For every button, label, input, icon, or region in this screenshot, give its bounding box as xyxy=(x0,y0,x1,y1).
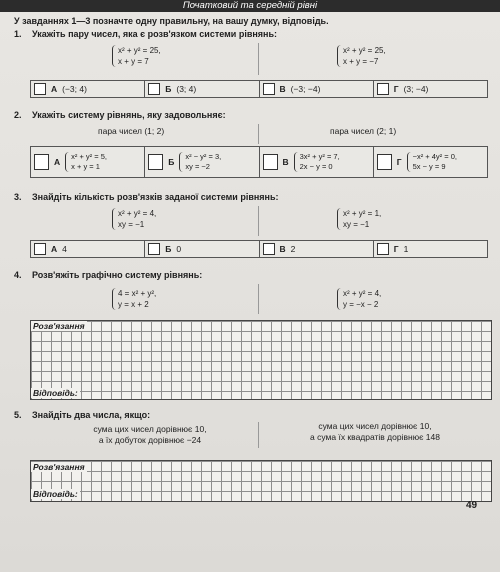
task1-right-system: x² + y² = 25, x + y = −7 xyxy=(337,45,386,67)
task2-option-d[interactable]: Г −x² + 4y² = 0, 5x − y = 9 xyxy=(373,147,487,177)
task5-left-condition: сума цих чисел дорівнює 10, а їх добуток дорівнює −24 xyxy=(93,424,207,445)
task5-number: 5. xyxy=(14,410,22,420)
task5-solution-grid[interactable] xyxy=(30,460,492,502)
checkbox[interactable] xyxy=(34,83,46,95)
task1-option-a[interactable]: А (−3; 4) xyxy=(31,81,144,97)
task1-divider xyxy=(258,43,259,75)
task3-number: 3. xyxy=(14,192,22,202)
task4-heading xyxy=(14,270,202,280)
task3-left-system: x² + y² = 4, xy = −1 xyxy=(112,208,156,230)
checkbox[interactable] xyxy=(377,154,392,170)
task2-options xyxy=(30,146,488,178)
task3-option-a[interactable]: А 4 xyxy=(31,241,144,257)
task3-divider xyxy=(258,206,259,236)
checkbox[interactable] xyxy=(34,243,46,255)
task1-text: Укажіть пару чисел, яка є розв'язком системи рівнянь: xyxy=(32,29,278,39)
task4-text: Розв'яжіть графічно систему рівнянь: xyxy=(32,270,203,280)
task3-option-d[interactable]: Г 1 xyxy=(373,241,487,257)
task5-text: Знайдіть два числа, якщо: xyxy=(32,410,151,420)
checkbox[interactable] xyxy=(263,243,275,255)
task1-option-b[interactable]: Б (3; 4) xyxy=(144,81,258,97)
task2-option-c[interactable]: В 3x² + y² = 7, 2x − y = 0 xyxy=(259,147,373,177)
checkbox[interactable] xyxy=(148,154,163,170)
task1-left-system: x² + y² = 25, x + y = 7 xyxy=(112,45,161,67)
task5-heading xyxy=(14,410,150,420)
task3-text: Знайдіть кількість розв'язків заданої системи рівнянь: xyxy=(32,192,279,202)
task3-option-b[interactable]: Б 0 xyxy=(144,241,258,257)
task2-option-a[interactable]: А x² + y² = 5, x + y = 1 xyxy=(31,147,144,177)
checkbox[interactable] xyxy=(34,154,49,170)
task1-option-c[interactable]: В (−3; −4) xyxy=(259,81,373,97)
task3-options xyxy=(30,240,488,258)
task4-solution-label: Розв'язання xyxy=(33,321,85,331)
task2-divider xyxy=(258,124,259,144)
task5-solution-label: Розв'язання xyxy=(33,462,85,472)
checkbox[interactable] xyxy=(148,83,160,95)
task3-heading xyxy=(14,192,279,202)
task1-options xyxy=(30,80,488,98)
task2-number: 2. xyxy=(14,110,22,120)
checkbox[interactable] xyxy=(377,83,389,95)
checkbox[interactable] xyxy=(263,83,275,95)
checkbox[interactable] xyxy=(263,154,278,170)
task2-text: Укажіть систему рівнянь, яку задовольняє: xyxy=(32,110,226,120)
task5-answer-label: Відповідь: xyxy=(33,489,78,499)
checkbox[interactable] xyxy=(148,243,160,255)
task4-left-system: 4 = x² + y², y = x + 2 xyxy=(112,288,156,310)
instructions: У завданнях 1—3 позначте одну правильну, на вашу думку, відповідь. xyxy=(14,16,329,26)
task2-right-pair: пара чисел (2; 1) xyxy=(330,126,397,136)
task3-right-system: x² + y² = 1, xy = −1 xyxy=(337,208,381,230)
task4-divider xyxy=(258,284,259,314)
task4-right-system: x² + y² = 4, y = −x − 2 xyxy=(337,288,381,310)
checkbox[interactable] xyxy=(377,243,389,255)
task1-option-d[interactable]: Г (3; −4) xyxy=(373,81,487,97)
task2-left-pair: пара чисел (1; 2) xyxy=(98,126,165,136)
task3-option-c[interactable]: В 2 xyxy=(259,241,373,257)
level-header: Початковий та середній рівні xyxy=(0,0,500,12)
task2-heading xyxy=(14,110,226,120)
task1-number: 1. xyxy=(14,29,22,39)
task4-number: 4. xyxy=(14,270,22,280)
page-number: 49 xyxy=(466,500,478,511)
task2-option-b[interactable]: Б x² − y² = 3, xy = −2 xyxy=(144,147,258,177)
task5-divider xyxy=(258,422,259,448)
task4-answer-label: Відповідь: xyxy=(33,388,78,398)
task1-heading xyxy=(14,29,277,39)
task5-right-condition: сума цих чисел дорівнює 10, а сума їх квадратів дорівнює 148 xyxy=(310,421,440,442)
task4-solution-grid[interactable] xyxy=(30,320,492,400)
